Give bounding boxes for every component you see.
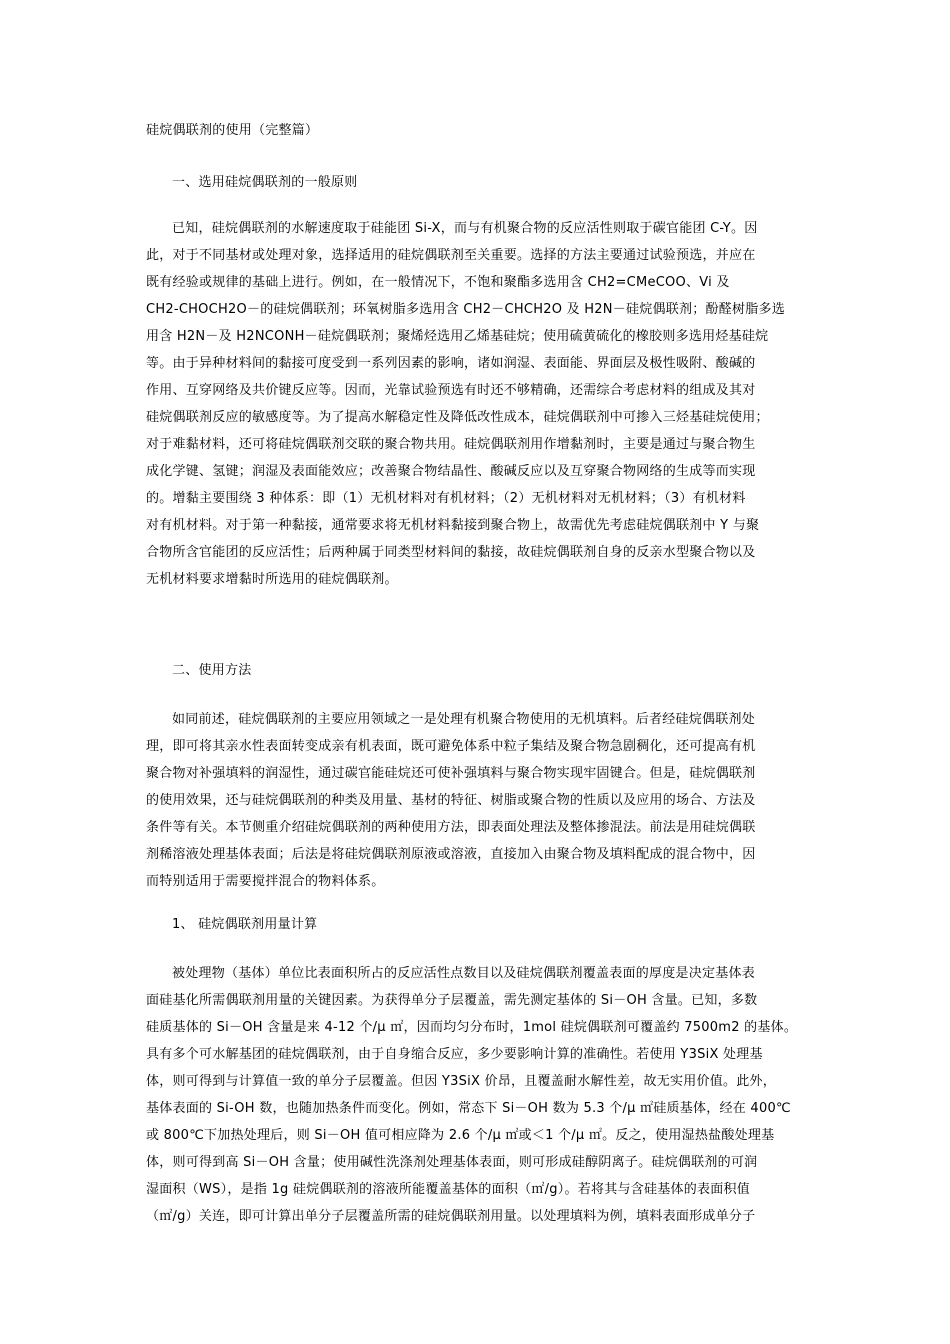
paragraph-line: 聚合物对补强填料的润湿性，通过碳官能硅烷还可使补强填料与聚合物实现牢固键合。但是，硅烷偶联剂 (146, 766, 756, 781)
paragraph-line: （㎡/g）关连，即可计算出单分子层覆盖所需的硅烷偶联剂用量。以处理填料为例，填料表面形成单分子 (146, 1209, 756, 1224)
paragraph-line: CH2-CHOCH2O－的硅烷偶联剂；环氧树脂多选用含 CH2－CHCH2O 及 H2N－硅烷偶联剂；酚醛树脂多选 (146, 302, 786, 317)
paragraph-line: 如同前述，硅烷偶联剂的主要应用领域之一是处理有机聚合物使用的无机填料。后者经硅烷偶联剂处 (172, 712, 756, 727)
paragraph-line: 具有多个可水解基团的硅烷偶联剂，由于自身缩合反应，多少要影响计算的准确性。若使用 Y3SiX 处理基 (146, 1047, 763, 1062)
paragraph-line: 合物所含官能团的反应活性；后两种属于同类型材料间的黏接，故硅烷偶联剂自身的反亲水型聚合物以及 (146, 545, 756, 560)
paragraph-line: 已知，硅烷偶联剂的水解速度取于硅能团 Si-X，而与有机聚合物的反应活性则取于碳官能团 C-Y。因 (172, 221, 758, 236)
paragraph-line: 理，即可将其亲水性表面转变成亲有机表面，既可避免体系中粒子集结及聚合物急剧稠化，还可提高有机 (146, 739, 756, 754)
document-title: 硅烷偶联剂的使用（完整篇） (146, 123, 319, 138)
paragraph-line: 剂稀溶液处理基体表面；后法是将硅烷偶联剂原液或溶液，直接加入由聚合物及填料配成的混合物中，因 (146, 847, 756, 862)
paragraph-line: 硅烷偶联剂反应的敏感度等。为了提高水解稳定性及降低改性成本，硅烷偶联剂中可掺入三烃基硅烷使用； (146, 410, 769, 425)
paragraph-line: 条件等有关。本节侧重介绍硅烷偶联剂的两种使用方法，即表面处理法及整体掺混法。前法是用硅烷偶联 (146, 820, 756, 835)
paragraph-line: 用含 H2N－及 H2NCONH－硅烷偶联剂；聚烯烃选用乙烯基硅烷；使用硫黄硫化的橡胶则多选用烃基硅烷 (146, 329, 769, 344)
paragraph-line: 作用、互穿网络及共价键反应等。因而，光靠试验预选有时还不够精确，还需综合考虑材料的组成及其对 (146, 383, 756, 398)
paragraph-line: 既有经验或规律的基础上进行。例如，在一般情况下，不饱和聚酯多选用含 CH2=CMeCOO、Vi 及 (146, 275, 730, 290)
paragraph-line: 的使用效果，还与硅烷偶联剂的种类及用量、基材的特征、树脂或聚合物的性质以及应用的场合、方法及 (146, 793, 756, 808)
paragraph-line: 而特别适用于需要搅拌混合的物料体系。 (146, 874, 385, 889)
paragraph-line: 基体表面的 Si-OH 数，也随加热条件而变化。例如，常态下 Si－OH 数为 5.3 个/μ ㎡硅质基体，经在 400℃ (146, 1101, 791, 1116)
paragraph-line: 等。由于异种材料间的黏接可度受到一系列因素的影响，诸如润湿、表面能、界面层及极性吸附、酸碱的 (146, 356, 756, 371)
paragraph-line: 的。增黏主要围绕 3 种体系：即（1）无机材料对有机材料；（2）无机材料对无机材料；（3）有机材料 (146, 491, 746, 506)
section-1-heading: 一、选用硅烷偶联剂的一般原则 (172, 175, 358, 190)
section-2-heading: 二、使用方法 (172, 663, 252, 678)
paragraph-line: 湿面积（WS），是指 1g 硅烷偶联剂的溶液所能覆盖基体的面积（㎡/g）。若将其与含硅基体的表面积值 (146, 1182, 751, 1197)
paragraph-line: 硅质基体的 Si－OH 含量是来 4-12 个/μ ㎡，因而均匀分布时，1mol 硅烷偶联剂可覆盖约 7500m2 的基体。 (146, 1020, 798, 1035)
paragraph-line: 成化学键、氢键；润湿及表面能效应；改善聚合物结晶性、酸碱反应以及互穿聚合物网络的生成等而实现 (146, 464, 756, 479)
paragraph-line: 被处理物（基体）单位比表面积所占的反应活性点数目以及硅烷偶联剂覆盖表面的厚度是决定基体表 (172, 966, 756, 981)
paragraph-line: 此，对于不同基材或处理对象，选择适用的硅烷偶联剂至关重要。选择的方法主要通过试验预选，并应在 (146, 248, 756, 263)
paragraph-line: 无机材料要求增黏时所选用的硅烷偶联剂。 (146, 572, 398, 587)
paragraph-line: 对有机材料。对于第一种黏接，通常要求将无机材料黏接到聚合物上，故需优先考虑硅烷偶联剂中 Y 与聚 (146, 518, 760, 533)
paragraph-line: 体，则可得到高 Si－OH 含量；使用碱性洗涤剂处理基体表面，则可形成硅醇阴离子。硅烷偶联剂的可润 (146, 1155, 758, 1170)
paragraph-line: 或 800℃下加热处理后，则 Si－OH 值可相应降为 2.6 个/μ ㎡或＜1 个/μ ㎡。反之，使用湿热盐酸处理基 (146, 1128, 775, 1143)
paragraph-line: 面硅基化所需偶联剂用量的关键因素。为获得单分子层覆盖，需先测定基体的 Si－OH 含量。已知，多数 (146, 993, 758, 1008)
paragraph-line: 体，则可得到与计算值一致的单分子层覆盖。但因 Y3SiX 价昂，且覆盖耐水解性差，故无实用价值。此外， (146, 1074, 776, 1089)
subsection-1-heading: 1、 硅烷偶联剂用量计算 (172, 917, 318, 932)
paragraph-line: 对于难黏材料，还可将硅烷偶联剂交联的聚合物共用。硅烷偶联剂用作增黏剂时，主要是通过与聚合物生 (146, 437, 756, 452)
